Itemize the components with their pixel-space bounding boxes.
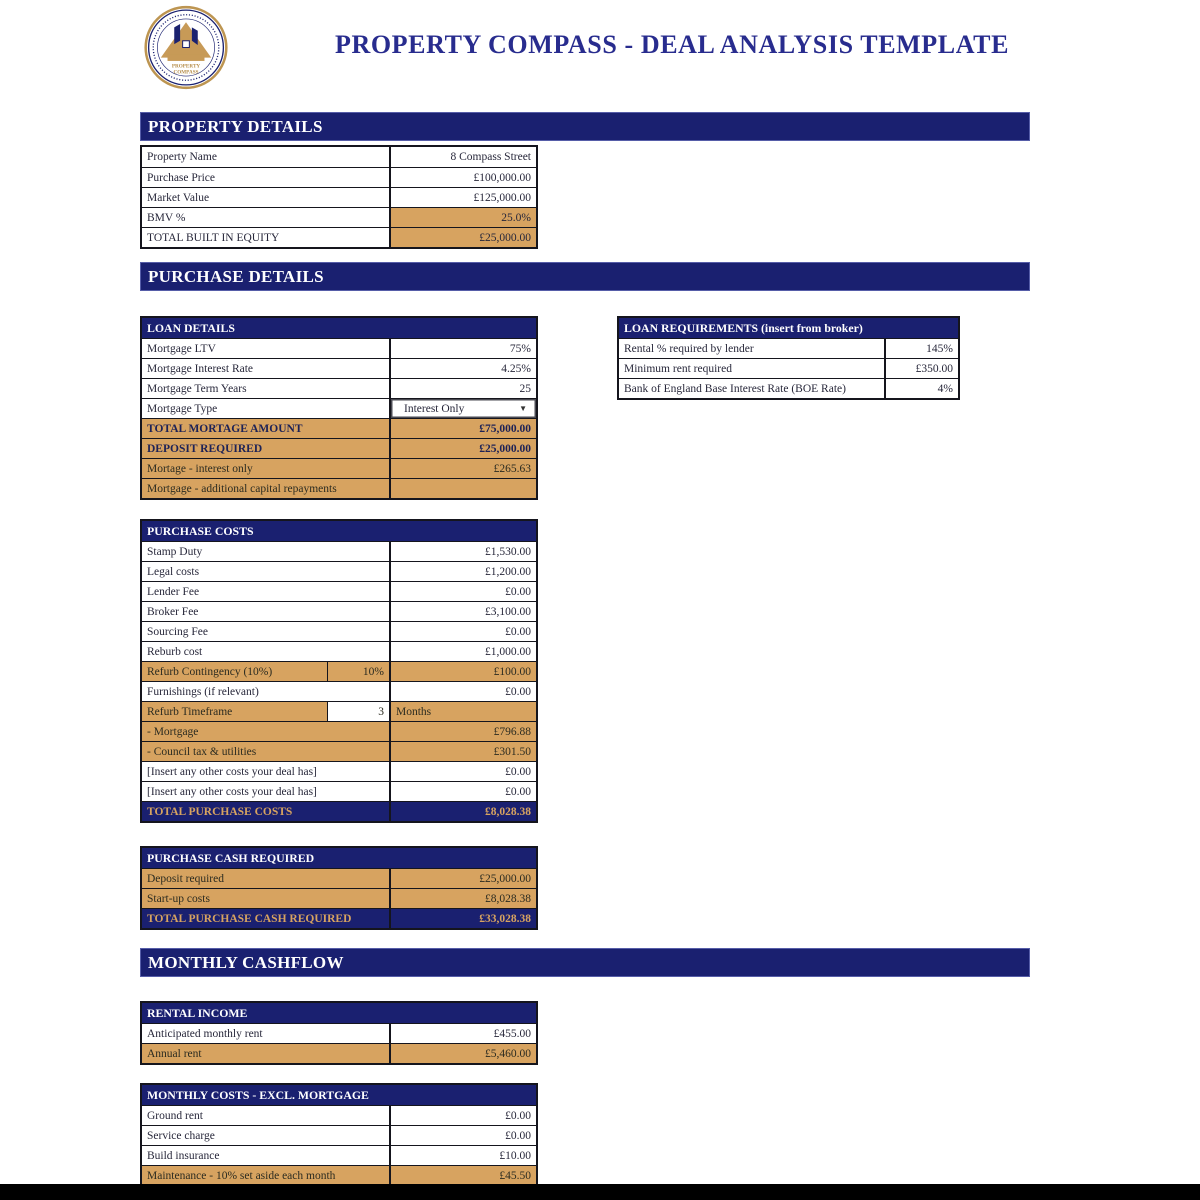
row-label-cell: Mortgage LTV <box>142 339 391 358</box>
row-value-cell[interactable]: £125,000.00 <box>473 191 531 204</box>
row-value-cell[interactable]: £0.00 <box>505 585 531 598</box>
row-value-cell[interactable]: £0.00 <box>505 625 531 638</box>
purchase-cash-required-table <box>140 846 538 930</box>
table-row <box>142 187 536 207</box>
table-row <box>142 478 536 498</box>
table-header: RENTAL INCOME <box>142 1003 536 1023</box>
row-label-cell: Refurb Timeframe <box>142 702 328 721</box>
table-row <box>142 418 536 438</box>
row-label-cell: Maintenance - 10% set aside each month <box>142 1166 391 1185</box>
row-label-cell: Start-up costs <box>142 889 391 908</box>
row-value-cell[interactable]: £1,000.00 <box>485 645 531 658</box>
row-value-cell[interactable]: £455.00 <box>493 1027 531 1040</box>
table-row <box>142 681 536 701</box>
row-value-cell[interactable]: £10.00 <box>499 1149 531 1162</box>
row-label-cell: Property Name <box>142 147 391 167</box>
table-row <box>619 358 958 378</box>
row-value-cell[interactable] <box>391 479 536 498</box>
row-label-cell: Broker Fee <box>142 602 391 621</box>
row-label-cell: TOTAL PURCHASE COSTS <box>142 802 391 821</box>
row-value-cell[interactable]: £301.50 <box>391 742 536 761</box>
table-row <box>142 701 536 721</box>
table-row <box>142 581 536 601</box>
row-value-cell[interactable]: £265.63 <box>391 459 536 478</box>
row-label-cell: - Mortgage <box>142 722 391 741</box>
row-label-cell: TOTAL MORTAGE AMOUNT <box>142 419 391 438</box>
row-value-cell[interactable]: £8,028.38 <box>391 802 536 821</box>
logo-text-line1: PROPERTY <box>171 63 201 70</box>
table-row <box>142 1145 536 1165</box>
table-row <box>142 641 536 661</box>
table-row <box>142 167 536 187</box>
row-value-cell[interactable]: £3,100.00 <box>485 605 531 618</box>
table-row <box>142 661 536 681</box>
table-row <box>142 378 536 398</box>
table-row <box>142 1105 536 1125</box>
row-label-cell: BMV % <box>142 208 391 227</box>
table-row <box>142 227 536 247</box>
loan-requirements-table <box>617 316 960 400</box>
table-row <box>142 207 536 227</box>
row-value-cell[interactable]: £350.00 <box>915 362 953 375</box>
table-header: LOAN REQUIREMENTS (insert from broker) <box>619 318 958 338</box>
table-row <box>142 621 536 641</box>
row-value-cell[interactable]: £100.00 <box>391 662 536 681</box>
row-value-cell[interactable]: £0.00 <box>505 1129 531 1142</box>
row-label-cell: Anticipated monthly rent <box>142 1024 391 1043</box>
row-label-cell: Purchase Price <box>142 168 391 187</box>
mortgage-type-dropdown[interactable] <box>391 399 536 418</box>
table-row <box>142 888 536 908</box>
row-value-cell[interactable]: £1,530.00 <box>485 545 531 558</box>
table-row <box>142 458 536 478</box>
table-header: PURCHASE CASH REQUIRED <box>142 848 536 868</box>
row-label-cell: Lender Fee <box>142 582 391 601</box>
row-value-cell[interactable]: £33,028.38 <box>391 909 536 928</box>
row-label-cell: Ground rent <box>142 1106 391 1125</box>
row-value-cell[interactable]: £0.00 <box>505 765 531 778</box>
loan-details-table <box>140 316 538 500</box>
row-value-cell[interactable]: £796.88 <box>391 722 536 741</box>
row-label-cell: [Insert any other costs your deal has] <box>142 782 391 801</box>
row-value-cell[interactable]: £75,000.00 <box>391 419 536 438</box>
row-label-cell: Minimum rent required <box>619 359 886 378</box>
property-compass-logo <box>144 4 228 91</box>
table-row <box>619 338 958 358</box>
row-label-cell: Annual rent <box>142 1044 391 1063</box>
row-label-cell: Mortgage Term Years <box>142 379 391 398</box>
table-row <box>142 358 536 378</box>
row-value-cell[interactable]: £0.00 <box>505 1109 531 1122</box>
table-row <box>142 908 536 928</box>
row-label-cell: Build insurance <box>142 1146 391 1165</box>
row-label-cell: TOTAL BUILT IN EQUITY <box>142 228 391 247</box>
logo-text-line2: COMPASS <box>173 69 199 76</box>
row-value-cell[interactable]: 75% <box>509 342 531 355</box>
row-label-cell: Mortgage Interest Rate <box>142 359 391 378</box>
row-label-cell: Legal costs <box>142 562 391 581</box>
row-value-cell[interactable]: Months <box>391 702 536 721</box>
row-value-cell[interactable]: 4% <box>937 382 953 395</box>
row-label-cell: Furnishings (if relevant) <box>142 682 391 701</box>
dropdown-value: Interest Only <box>404 402 465 415</box>
table-row <box>142 561 536 581</box>
table-row <box>142 1023 536 1043</box>
table-row <box>142 1165 536 1185</box>
chevron-down-icon[interactable]: ▼ <box>519 403 527 413</box>
section-header-purchase-details <box>140 262 1030 291</box>
table-row <box>142 601 536 621</box>
row-label-cell: Mortgage - additional capital repayments <box>142 479 391 498</box>
row-value-cell[interactable]: £8,028.38 <box>391 889 536 908</box>
table-row <box>142 438 536 458</box>
row-value-cell[interactable]: £1,200.00 <box>485 565 531 578</box>
section-title: PROPERTY DETAILS <box>148 116 323 136</box>
row-label-cell: DEPOSIT REQUIRED <box>142 439 391 458</box>
row-label-cell: Market Value <box>142 188 391 207</box>
row-value-cell[interactable]: 25.0% <box>391 208 536 227</box>
row-value-cell[interactable]: £25,000.00 <box>391 869 536 888</box>
table-row <box>142 338 536 358</box>
section-title: MONTHLY CASHFLOW <box>148 952 344 972</box>
table-row <box>619 378 958 398</box>
table-row <box>142 721 536 741</box>
table-row <box>142 868 536 888</box>
table-row <box>142 801 536 821</box>
table-header: PURCHASE COSTS <box>142 521 536 541</box>
row-value-cell[interactable]: £100,000.00 <box>473 171 531 184</box>
row-label-cell: Service charge <box>142 1126 391 1145</box>
section-title: PURCHASE DETAILS <box>148 266 324 286</box>
row-label-cell: TOTAL PURCHASE CASH REQUIRED <box>142 909 391 928</box>
table-row <box>142 147 536 167</box>
table-row <box>142 398 536 418</box>
row-value-cell[interactable]: 145% <box>926 342 953 355</box>
row-label-cell: - Council tax & utilities <box>142 742 391 761</box>
page-title: PROPERTY COMPASS - DEAL ANALYSIS TEMPLATE <box>335 30 1010 59</box>
row-label-cell: Refurb Contingency (10%) <box>142 662 328 681</box>
row-value-cell[interactable]: £25,000.00 <box>391 439 536 458</box>
row-label-cell: Rental % required by lender <box>619 339 886 358</box>
table-header: LOAN DETAILS <box>142 318 536 338</box>
table-row <box>142 1043 536 1063</box>
row-label-cell: Stamp Duty <box>142 542 391 561</box>
row-label-cell: Mortage - interest only <box>142 459 391 478</box>
row-value-cell[interactable]: £5,460.00 <box>391 1044 536 1063</box>
row-value-cell[interactable]: £0.00 <box>505 785 531 798</box>
row-value-cell[interactable]: £25,000.00 <box>391 228 536 247</box>
row-label-cell: Sourcing Fee <box>142 622 391 641</box>
property-details-table <box>140 145 538 249</box>
row-label-cell: Mortgage Type <box>142 399 391 418</box>
table-row <box>142 541 536 561</box>
row-label-cell: [Insert any other costs your deal has] <box>142 762 391 781</box>
rental-income-table <box>140 1001 538 1065</box>
row-value-cell[interactable]: 8 Compass Street <box>450 151 531 163</box>
table-row <box>142 1125 536 1145</box>
table-row <box>142 741 536 761</box>
row-value-cell[interactable]: £45.50 <box>391 1166 536 1185</box>
row-label-cell: Deposit required <box>142 869 391 888</box>
section-header-property-details <box>140 112 1030 141</box>
row-label-cell: Reburb cost <box>142 642 391 661</box>
row-value-cell[interactable]: 25 <box>519 382 531 395</box>
row-label-cell: Bank of England Base Interest Rate (BOE Rate) <box>619 379 886 398</box>
letterbox-bottom-bar <box>0 1184 1200 1200</box>
row-value-cell[interactable]: 4.25% <box>501 362 531 375</box>
row-mid-cell[interactable]: 3 <box>328 702 391 721</box>
purchase-costs-table <box>140 519 538 823</box>
monthly-costs-table <box>140 1083 538 1187</box>
section-header-monthly-cashflow <box>140 948 1030 977</box>
table-row <box>142 781 536 801</box>
table-row <box>142 761 536 781</box>
table-header: MONTHLY COSTS - EXCL. MORTGAGE <box>142 1085 536 1105</box>
row-mid-cell[interactable]: 10% <box>328 662 391 681</box>
row-value-cell[interactable]: £0.00 <box>505 685 531 698</box>
